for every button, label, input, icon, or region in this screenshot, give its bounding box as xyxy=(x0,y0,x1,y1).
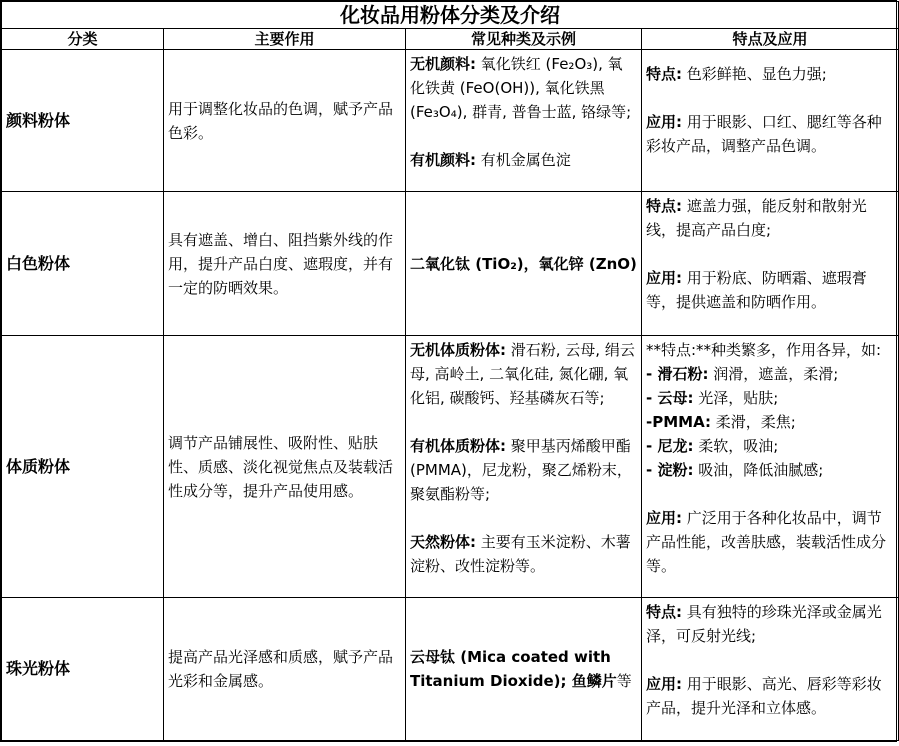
application-label: 应用: xyxy=(646,113,682,131)
examples-text: 有机金属色淀 xyxy=(476,151,571,169)
item-text: 柔滑，柔焦; xyxy=(710,413,796,431)
item-label: -PMMA: xyxy=(646,413,711,431)
trait-label: 特点: xyxy=(646,603,682,621)
application-text: 用于眼影、高光、唇彩等彩妆产品，提升光泽和立体感。 xyxy=(646,675,882,717)
application-label: 应用: xyxy=(646,269,682,287)
table-row xyxy=(2,336,899,598)
trait-text: 色彩鲜艳、显色力强; xyxy=(682,65,827,83)
application-label: 应用: xyxy=(646,675,682,693)
examples-label: 有机体质粉体: xyxy=(410,437,506,455)
list-item xyxy=(646,434,894,458)
examples-label: 有机颜料: xyxy=(410,151,476,169)
function-cell: 具有遮盖、增白、阻挡紫外线的作用，提升产品白度、遮瑕度，并有一定的防晒效果。 xyxy=(164,192,406,336)
item-text: 柔软，吸油; xyxy=(693,437,779,455)
features-cell xyxy=(642,598,899,741)
application-label: 应用: xyxy=(646,509,682,527)
examples-text: 等 xyxy=(616,672,632,690)
trait-label: 特点: xyxy=(646,197,682,215)
table-row xyxy=(2,50,899,192)
features-cell xyxy=(642,50,899,192)
header-category: 分类 xyxy=(2,29,164,50)
trait-label: 特点: xyxy=(646,65,682,83)
trait-intro: **特点:**种类繁多，作用各异，如: xyxy=(646,341,882,359)
item-text: 润滑，遮盖，柔滑; xyxy=(708,365,839,383)
examples-cell xyxy=(406,336,642,598)
features-cell xyxy=(642,336,899,598)
list-item xyxy=(646,386,894,410)
examples-text: 主要有玉米淀粉、木薯淀粉、改性淀粉等。 xyxy=(410,533,631,575)
examples-cell: 二氧化钛 (TiO₂)，氧化锌 (ZnO) xyxy=(406,192,642,336)
features-cell xyxy=(642,192,899,336)
item-label: - 淀粉: xyxy=(646,461,694,479)
item-label: - 尼龙: xyxy=(646,437,694,455)
table-row xyxy=(2,598,899,741)
application-text: 用于眼影、口红、腮红等各种彩妆产品，调整产品色调。 xyxy=(646,113,882,155)
trait-text: 具有独特的珍珠光泽或金属光泽，可反射光线; xyxy=(646,603,882,645)
header-examples: 常见种类及示例 xyxy=(406,29,642,50)
examples-text: 滑石粉, 云母, 绢云母, 高岭土, 二氧化硅, 氮化硼, 氧化铝, 碳酸钙、羟基磷灰石等; xyxy=(410,341,635,407)
header-row xyxy=(2,29,899,50)
function-cell: 提高产品光泽感和质感，赋予产品光彩和金属感。 xyxy=(164,598,406,741)
list-item xyxy=(646,458,894,482)
trait-text: 遮盖力强，能反射和散射光线，提高产品白度; xyxy=(646,197,867,239)
item-text: 吸油，降低油腻感; xyxy=(693,461,824,479)
examples-text: 聚甲基丙烯酸甲酯 (PMMA)，尼龙粉，聚乙烯粉末，聚氨酯粉等; xyxy=(410,437,632,503)
function-cell: 用于调整化妆品的色调，赋予产品色彩。 xyxy=(164,50,406,192)
category-cell: 白色粉体 xyxy=(2,192,164,336)
table-title: 化妆品用粉体分类及介绍 xyxy=(2,2,899,29)
list-item xyxy=(646,362,894,386)
application-text: 用于粉底、防晒霜、遮瑕膏等，提供遮盖和防晒作用。 xyxy=(646,269,867,311)
examples-cell xyxy=(406,50,642,192)
examples-label: 天然粉体: xyxy=(410,533,476,551)
function-cell: 调节产品铺展性、吸附性、贴肤性、质感、淡化视觉焦点及装载活性成分等，提升产品使用感。 xyxy=(164,336,406,598)
examples-cell xyxy=(406,598,642,741)
examples-text: 氧化铁红 (Fe₂O₃), 氧化铁黄 (FeO(OH)), 氧化铁黑 (Fe₃O₄), 群青, 普鲁士蓝, 铬绿等; xyxy=(410,55,632,121)
category-cell: 珠光粉体 xyxy=(2,598,164,741)
item-label: - 云母: xyxy=(646,389,694,407)
application-text: 广泛用于各种化妆品中，调节产品性能，改善肤感，装载活性成分等。 xyxy=(646,509,887,575)
category-cell: 颜料粉体 xyxy=(2,50,164,192)
header-function: 主要作用 xyxy=(164,29,406,50)
list-item xyxy=(646,410,894,434)
item-label: - 滑石粉: xyxy=(646,365,709,383)
item-text: 光泽，贴肤; xyxy=(693,389,779,407)
examples-label: 无机体质粉体: xyxy=(410,341,506,359)
header-features: 特点及应用 xyxy=(642,29,899,50)
category-cell: 体质粉体 xyxy=(2,336,164,598)
powder-table xyxy=(1,1,899,741)
examples-label: 云母钛 (Mica coated with Titanium Dioxide); 鱼鳞片 xyxy=(410,648,617,690)
examples-label: 无机颜料: xyxy=(410,55,476,73)
table-row xyxy=(2,192,899,336)
